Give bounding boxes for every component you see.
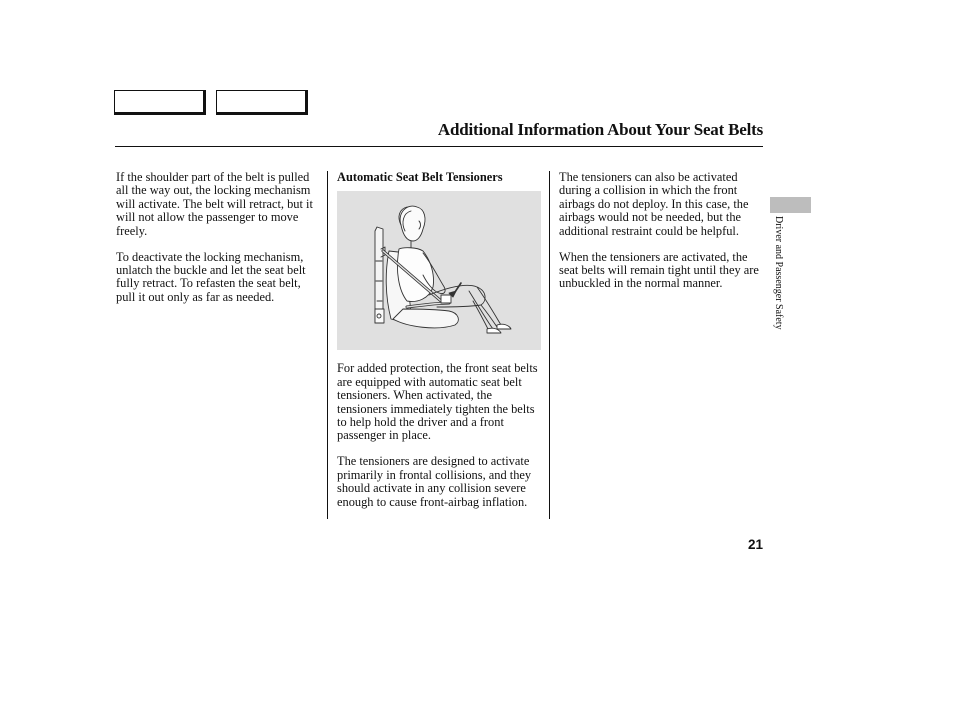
title-rule (115, 146, 763, 147)
paragraph: To deactivate the locking mechanism, unlatch the buckle and let the seat belt fully retract. To refasten the seat belt, pull it out only as far as needed. (116, 249, 306, 304)
text-column-3 (559, 171, 765, 303)
paragraph: For added protection, the front seat belts are equipped with automatic seat belt tensioners. When activated, the tensioners immediately tighten the belts to help hold the driver and a front passenger in place. (337, 361, 538, 443)
nav-box-next[interactable] (216, 90, 308, 115)
paragraph: The tensioners are designed to activate primarily in frontal collisions, and they should activate in any collision severe enough to cause front-airbag inflation. (337, 454, 532, 509)
nav-box-previous[interactable] (114, 90, 206, 115)
section-side-label: Driver and Passenger Safety (773, 216, 784, 330)
paragraph: The tensioners can also be activated during a collision in which the front airbags do not deploy. In this case, the airbags would not be needed, but the additional restraint could be helpful. (559, 170, 749, 238)
section-heading: Automatic Seat Belt Tensioners (337, 170, 503, 184)
section-tab-marker (770, 197, 811, 213)
paragraph: When the tensioners are activated, the seat belts will remain tight until they are unbuckled in the normal manner. (559, 249, 759, 291)
column-divider (327, 171, 328, 519)
paragraph: If the shoulder part of the belt is pulled all the way out, the locking mechanism will activate. The belt will retract, but it will not allow the passenger to move freely. (116, 170, 313, 238)
page-title: Additional Information About Your Seat Belts (437, 120, 763, 139)
page-number: 21 (747, 537, 763, 552)
seat-belt-tensioner-illustration (337, 191, 541, 350)
text-column-1 (116, 171, 318, 317)
text-column-2 (337, 171, 545, 521)
column-divider (549, 171, 550, 519)
